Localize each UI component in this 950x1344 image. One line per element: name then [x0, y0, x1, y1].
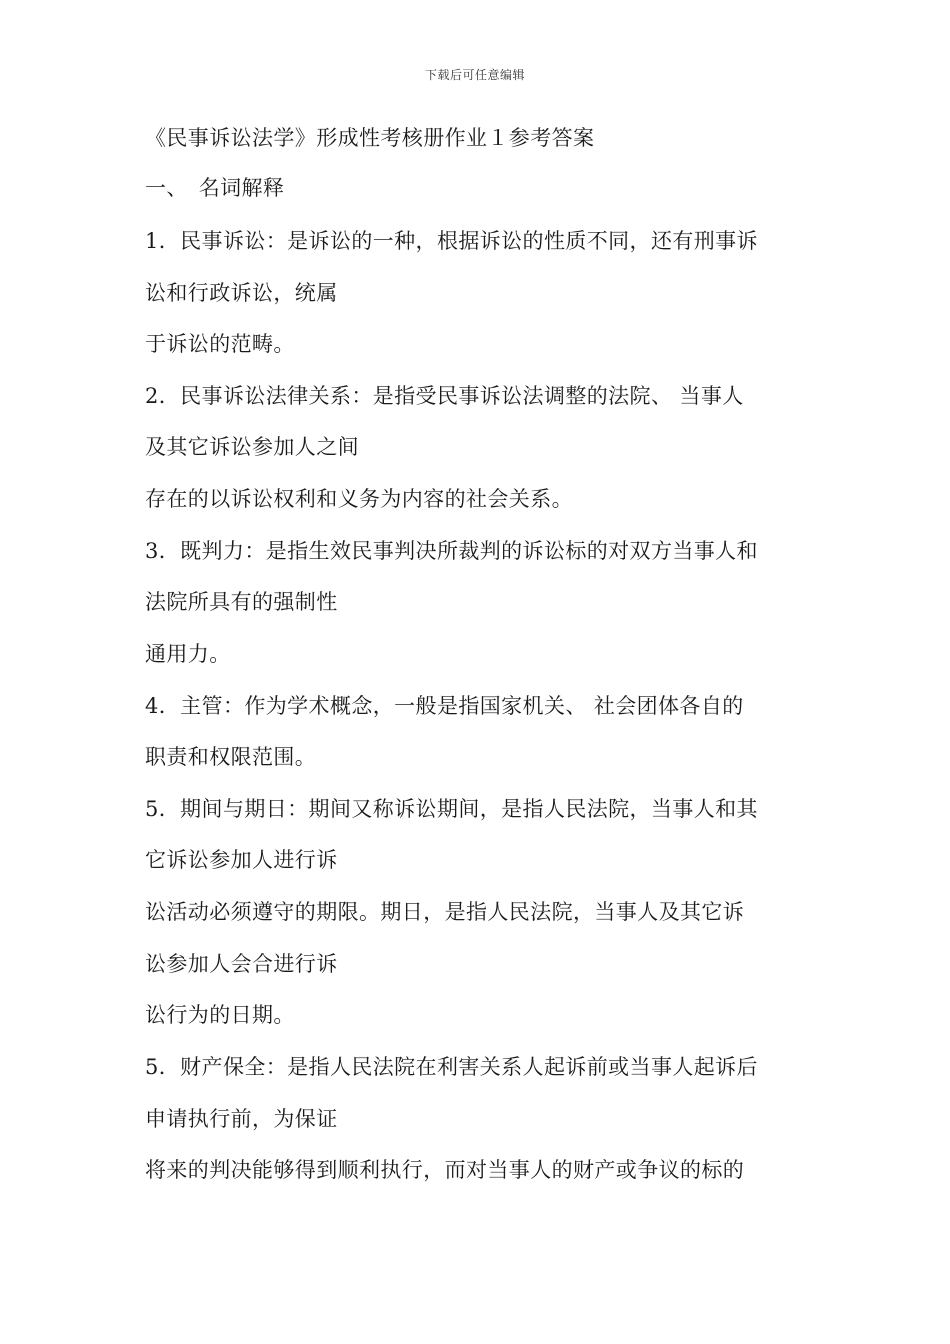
text-line: 法院所具有的强制性 [145, 590, 338, 614]
text-line: 5．期间与期日：期间又称诉讼期间，是指人民法院，当事人和其 [145, 797, 758, 821]
text-line: 5．财产保全：是指人民法院在利害关系人起诉前或当事人起诉后 [145, 1055, 758, 1079]
text-line: 2．民事诉讼法律关系：是指受民事诉讼法调整的法院、 当事人 [145, 384, 744, 408]
text-line: 讼行为的日期。 [145, 1003, 295, 1027]
text-line: 通用力。 [145, 642, 231, 666]
text-line: 申请执行前，为保证 [145, 1107, 338, 1131]
section-heading: 一、 名词解释 [145, 176, 285, 200]
text-line: 讼活动必须遵守的期限。期日，是指人民法院，当事人及其它诉 [145, 900, 745, 924]
text-line: 存在的以诉讼权利和义务为内容的社会关系。 [145, 487, 573, 511]
header-note: 下载后可任意编辑 [424, 68, 525, 82]
text-line: 3．既判力：是指生效民事判决所裁判的诉讼标的对双方当事人和 [145, 539, 758, 563]
text-line: 1．民事诉讼：是诉讼的一种，根据诉讼的性质不同，还有刑事诉 [145, 229, 758, 253]
text-line: 职责和权限范围。 [145, 745, 317, 769]
text-line: 4．主管：作为学术概念，一般是指国家机关、 社会团体各自的 [145, 694, 744, 718]
text-line: 将来的判决能够得到顺利执行，而对当事人的财产或争议的标的 [145, 1158, 745, 1182]
text-line: 它诉讼参加人进行诉 [145, 848, 338, 872]
text-line: 及其它诉讼参加人之间 [145, 435, 359, 459]
text-line: 讼和行政诉讼，统属 [145, 281, 338, 305]
text-line: 讼参加人会合进行诉 [145, 952, 338, 976]
document-title: 《民事诉讼法学》形成性考核册作业１参考答案 [145, 126, 595, 150]
text-line: 于诉讼的范畴。 [145, 332, 295, 356]
